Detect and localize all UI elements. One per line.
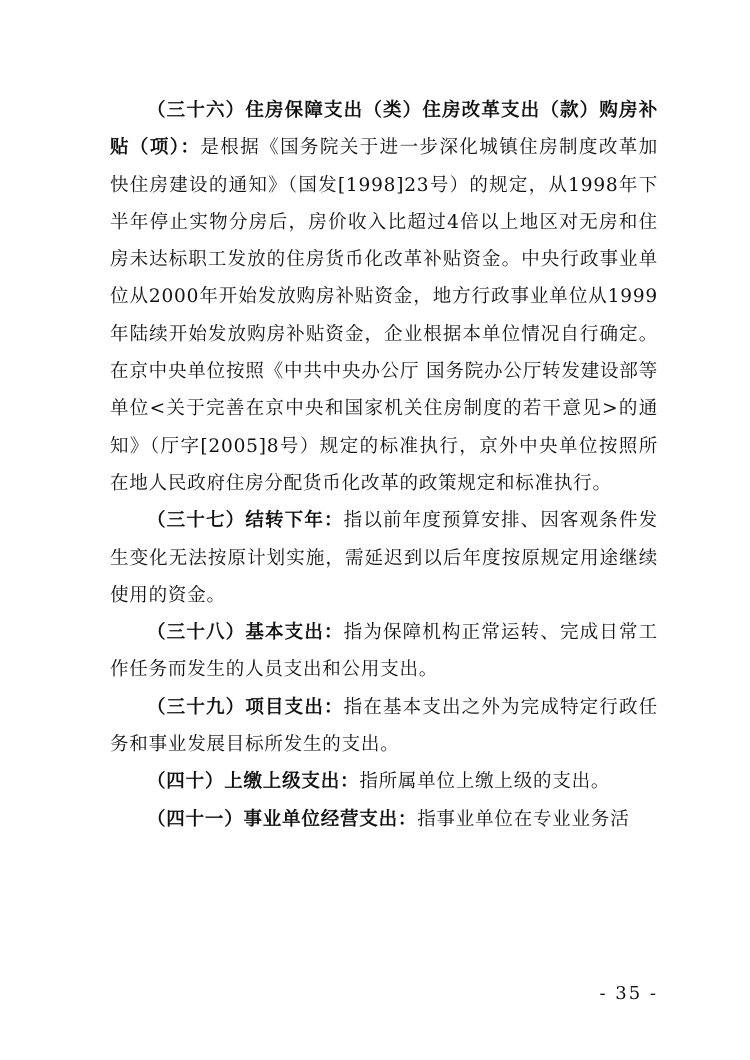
paragraph-item-39 [110,689,658,764]
term-title: （三十九）项目支出： [147,696,344,718]
paragraph-item-38 [110,614,658,689]
paragraph-item-40 [110,763,658,800]
paragraph-item-36 [110,92,658,502]
term-definition: 指在基本支出之外为完成特定行政任务和事业发展目标所发生的支出。 [110,696,658,756]
term-definition: 指以前年度预算安排、因客观条件发生变化无法按原计划实施，需延迟到以后年度按原规定用途继续使用的资金。 [110,510,658,606]
term-title: （三十七）结转下年： [147,510,344,532]
term-title: （三十八）基本支出： [147,622,344,644]
term-definition: 指事业单位在专业业务活 [417,808,630,830]
paragraph-item-41 [110,801,658,838]
term-definition: 指所属单位上缴上级的支出。 [359,771,611,793]
paragraph-item-37 [110,502,658,614]
term-definition: 指为保障机构正常运转、完成日常工作任务而发生的人员支出和公用支出。 [110,622,658,681]
page-number: - 35 - [599,983,658,1004]
term-title: （三十六）住房保障支出（类）住房改革支出（款）购房补贴（项）： [110,100,658,159]
term-definition: 是根据《国务院关于进一步深化城镇住房制度改革加快住房建设的通知》（国发[1998]23号）的规定，从1998年下半年停止实物分房后，房价收入比超过4倍以上地区对无房和住房未达标职工发放的住房货币化改革补贴资金。中央行政事业单位从2000年开始发放购房补贴资金，地方行政事业单位从1999年陆续开始发放购房补贴资金，企业根据本单位情况自行确定。在京中央单位按照《中共中央办公厅 国务院办公厅转发建设部等单位<关于完善在京中央和国家机关住房制度的若干意见>的通知》（厅字[2005]8号）规定的标准执行，京外中央单位按照所在地人民政府住房分配货币化改革的政策规定和标准执行。 [110,137,658,494]
document-body [110,92,658,838]
term-title: （四十一）事业单位经营支出： [147,808,418,830]
term-title: （四十）上缴上级支出： [147,771,360,793]
